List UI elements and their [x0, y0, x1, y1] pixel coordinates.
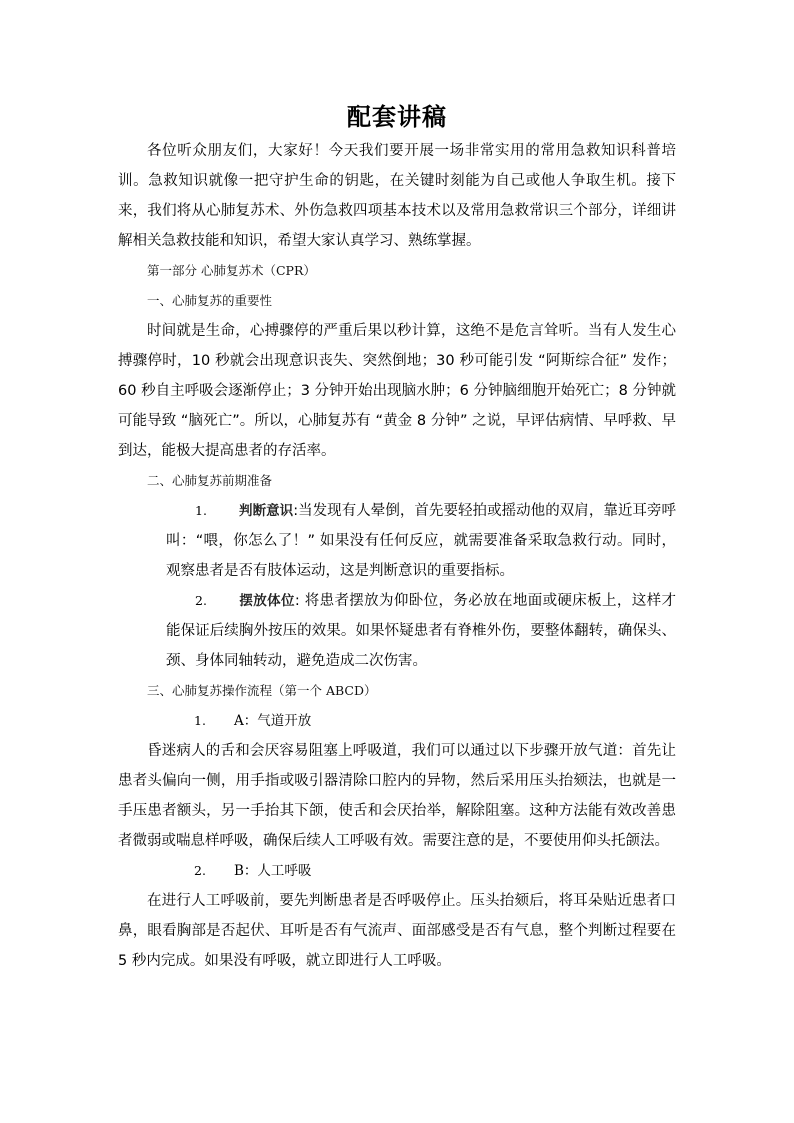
list-item-text: : 将患者摆放为仰卧位，务必放在地面或硬床板上，这样才能保证后续胸外按压的效果。如果怀疑患者有脊椎外伤，要整体翻转，确保头、颈、身体同轴转动，避免造成二次伤害。 — [166, 593, 677, 669]
part1-heading: 第一部分 心肺复苏术（CPR） — [147, 263, 316, 278]
document-title: 配套讲稿 — [347, 103, 447, 131]
list-item-number: 1. — [195, 503, 207, 518]
step-heading — [118, 856, 676, 886]
step-label: B：人工呼吸 — [234, 863, 312, 879]
step-label: A：气道开放 — [234, 713, 312, 729]
document-page — [118, 98, 676, 976]
list-item — [166, 496, 676, 586]
step-number: 1. — [194, 713, 206, 728]
step-body: 在进行人工呼吸前，要先判断患者是否呼吸停止。压头抬颏后，将耳朵贴近患者口鼻，眼看胸部是否起伏、耳听是否有气流声、面部感受是否有气息，整个判断过程要在 5 秒内完成。如果没有呼吸，就立即进行人工呼吸。 — [118, 893, 676, 969]
section1-heading: 一、心肺复苏的重要性 — [147, 293, 273, 308]
step-body: 昏迷病人的舌和会厌容易阻塞上呼吸道，我们可以通过以下步骤开放气道：首先让患者头偏向一侧，用手指或吸引器清除口腔内的异物，然后采用压头抬颏法，也就是一手压患者额头，另一手抬其下颌，使舌和会厌抬举，解除阻塞。这种方法能有效改善患者微弱或喘息样呼吸，确保后续人工呼吸有效。需要注意的是，不要使用仰头托颌法。 — [118, 743, 676, 849]
section1-body: 时间就是生命，心搏骤停的严重后果以秒计算，这绝不是危言耸听。当有人发生心搏骤停时，10 秒就会出现意识丧失、突然倒地；30 秒可能引发 “阿斯综合征” 发作；60 秒自主呼吸会逐渐停止；3 分钟开始出现脑水肿；6 分钟脑细胞开始死亡；8 分钟就可能导致 “脑死亡”。所以，心肺复苏有 “黄金 8 分钟” 之说，早评估病情、早呼救、早到达，能极大提高患者的存活率。 — [118, 323, 676, 459]
preparation-list — [118, 496, 676, 676]
section2-heading: 二、心肺复苏前期准备 — [147, 473, 273, 488]
list-item-term: 摆放体位 — [239, 593, 295, 609]
intro-paragraph: 各位听众朋友们，大家好！今天我们要开展一场非常实用的常用急救知识科普培训。急救知识就像一把守护生命的钥匙，在关键时刻能为自己或他人争取生机。接下来，我们将从心肺复苏术、外伤急救四项基本技术以及常用急救常识三个部分，详细讲解相关急救技能和知识，希望大家认真学习、熟练掌握。 — [118, 143, 676, 249]
list-item-text: :当发现有人晕倒，首先要轻拍或摇动他的双肩，靠近耳旁呼叫：“喂，你怎么了！” 如果没有任何反应，就需要准备采取急救行动。同时，观察患者是否有肢体运动，这是判断意识的重要指标。 — [166, 503, 677, 579]
section3-heading: 三、心肺复苏操作流程（第一个 ABCD） — [147, 683, 377, 698]
step-heading — [118, 706, 676, 736]
list-item-number: 2. — [195, 593, 207, 608]
list-item-term: 判断意识 — [239, 503, 294, 519]
step-number: 2. — [194, 863, 206, 878]
list-item — [166, 586, 676, 676]
